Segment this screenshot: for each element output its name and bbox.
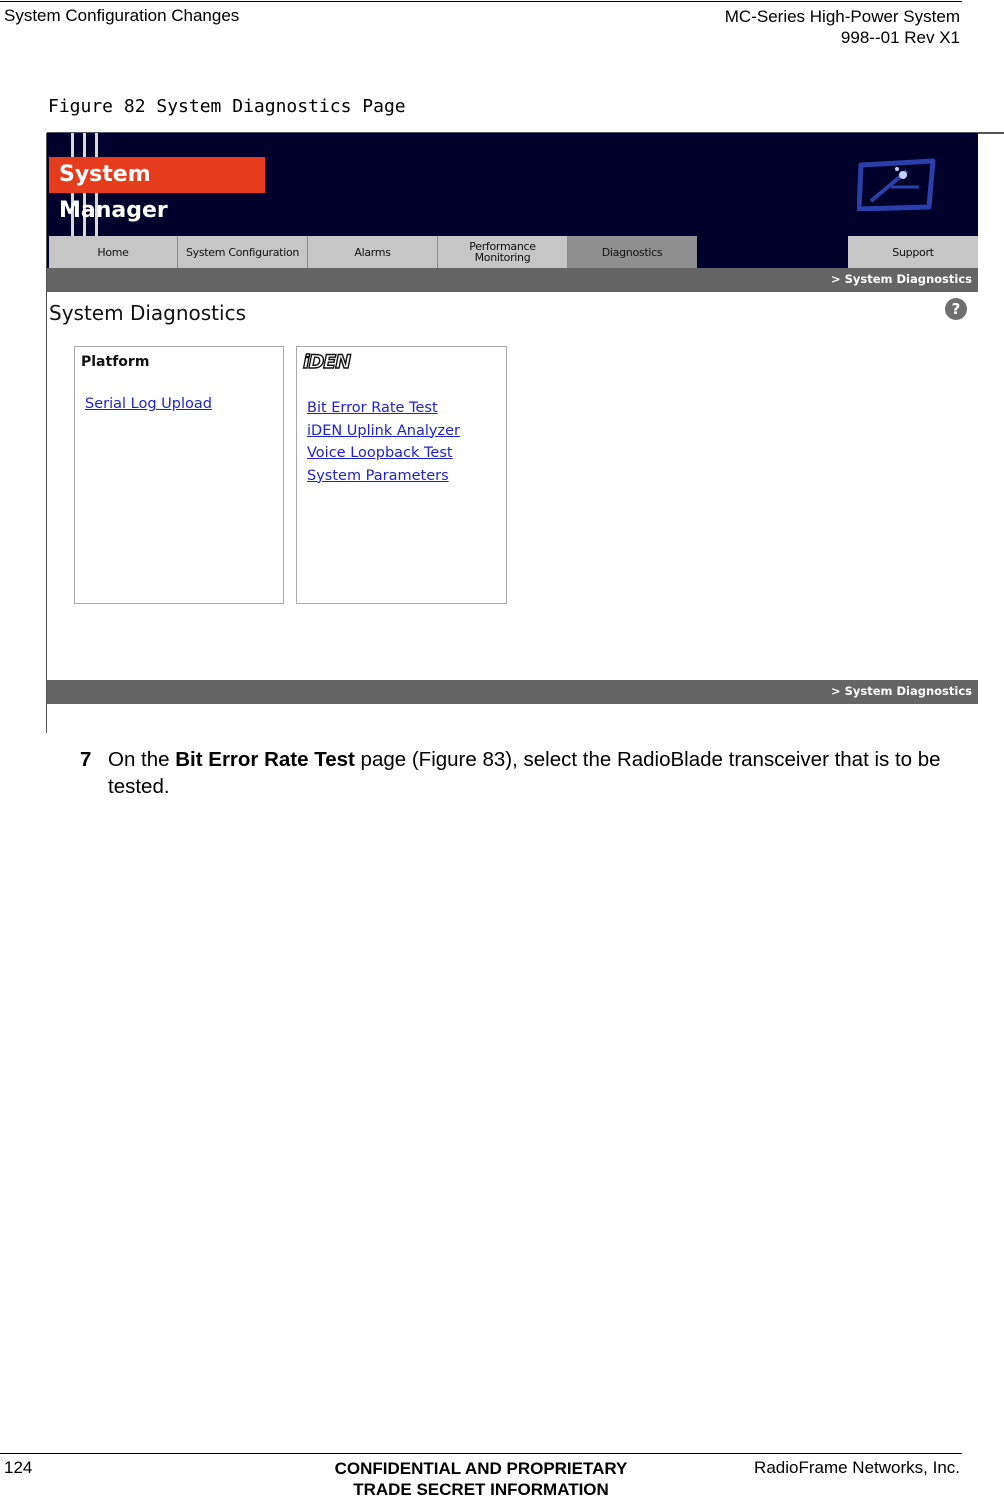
step-text-bold: Bit Error Rate Test <box>175 748 355 771</box>
system-parameters-link[interactable]: System Parameters <box>307 467 449 484</box>
confidentiality-notice <box>300 1458 662 1500</box>
serial-log-upload-link[interactable]: Serial Log Upload <box>85 396 212 412</box>
platform-panel <box>74 346 284 604</box>
figure-caption: Figure 82 System Diagnostics Page <box>48 96 406 117</box>
step-number: 7 <box>80 748 92 771</box>
doc-header-product-name: MC-Series High-Power System <box>724 7 960 26</box>
company-name: RadioFrame Networks, Inc. <box>754 1458 960 1477</box>
confidentiality-line-2: TRADE SECRET INFORMATION <box>353 1480 609 1499</box>
footer-rule <box>0 1453 962 1454</box>
voice-loopback-test-link[interactable]: Voice Loopback Test <box>307 445 453 461</box>
iden-logo: iDEN <box>303 351 351 373</box>
main-navigation <box>47 236 978 268</box>
radioframe-logo-icon <box>857 157 937 211</box>
platform-panel-title: Platform <box>81 354 150 370</box>
platform-links <box>85 393 212 416</box>
page-number: 124 <box>4 1458 33 1477</box>
tab-support[interactable]: Support <box>848 236 978 268</box>
breadcrumb-bar-bottom <box>47 680 978 704</box>
step-text-after: page (Figure 83), select the RadioBlade transceiver that is to be tested. <box>108 748 941 798</box>
doc-header-title: System Configuration Changes <box>4 6 240 25</box>
help-icon[interactable]: ? <box>945 298 967 320</box>
header-rule <box>0 1 962 2</box>
iden-uplink-analyzer-link[interactable]: iDEN Uplink Analyzer <box>307 422 460 439</box>
doc-header-product <box>725 6 960 48</box>
app-banner <box>47 133 978 236</box>
system-manager-screenshot <box>47 133 978 733</box>
iden-panel <box>296 346 507 604</box>
tab-home[interactable]: Home <box>49 236 178 268</box>
page-title: System Diagnostics <box>49 301 246 325</box>
breadcrumb[interactable]: > System Diagnostics <box>830 272 972 286</box>
bit-error-rate-test-link[interactable]: Bit Error Rate Test <box>307 400 438 416</box>
breadcrumb-bar-top <box>47 268 978 292</box>
brand-logo: System Manager <box>49 157 265 193</box>
breadcrumb[interactable]: > System Diagnostics <box>830 684 972 698</box>
step-text <box>108 746 948 800</box>
doc-header-revision: 998--01 Rev X1 <box>840 28 960 47</box>
tab-system-configuration[interactable]: System Configuration <box>178 236 308 268</box>
tab-performance-monitoring[interactable]: Performance Monitoring <box>438 236 568 268</box>
confidentiality-line-1: CONFIDENTIAL AND PROPRIETARY <box>334 1459 628 1478</box>
iden-links <box>307 397 460 487</box>
tab-diagnostics[interactable]: Diagnostics <box>568 236 697 268</box>
step-text-before: On the <box>108 748 176 771</box>
tab-alarms[interactable]: Alarms <box>308 236 438 268</box>
